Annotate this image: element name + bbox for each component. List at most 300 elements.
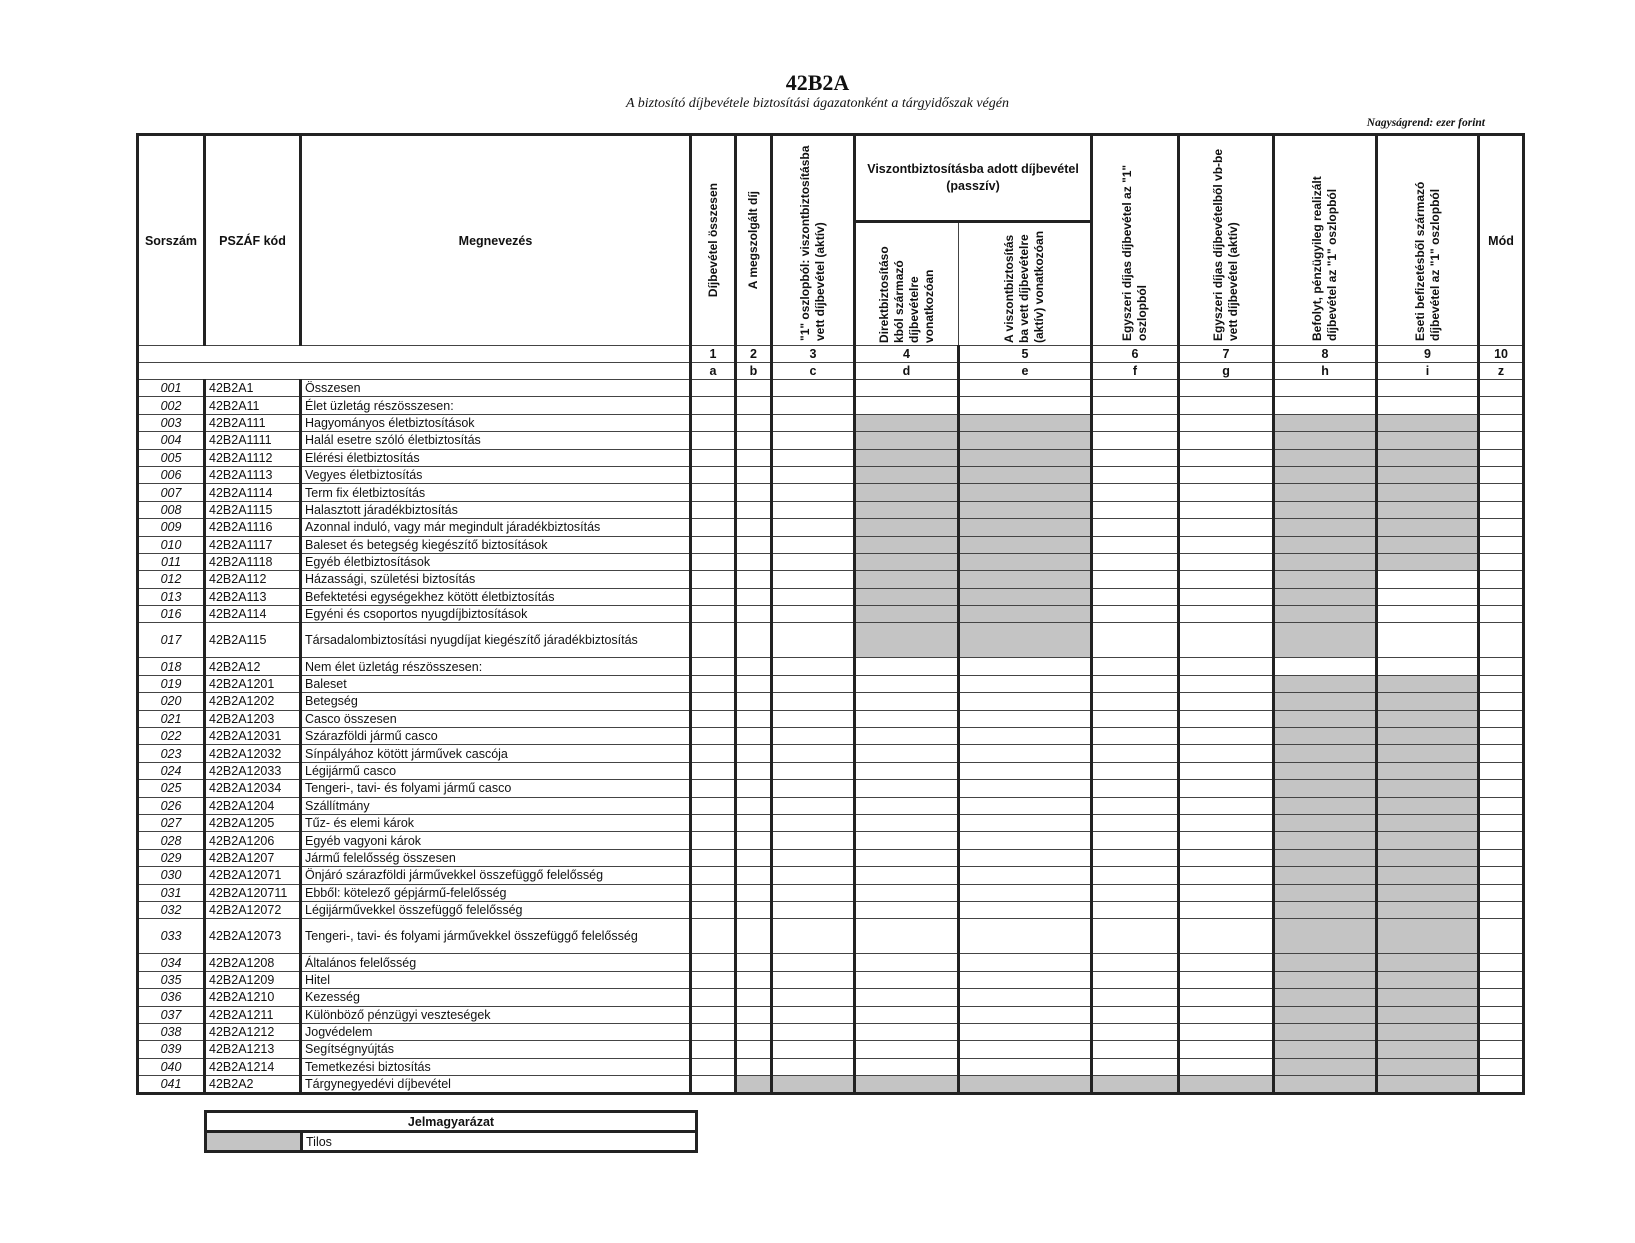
value-cell[interactable] (691, 849, 736, 866)
value-cell[interactable] (855, 745, 959, 762)
value-cell[interactable] (772, 989, 855, 1006)
value-cell[interactable] (1179, 606, 1274, 623)
value-cell[interactable] (959, 693, 1092, 710)
value-cell[interactable] (1479, 867, 1524, 884)
col-header-pszaf: PSZÁF kód (205, 135, 301, 346)
value-cell[interactable] (1179, 380, 1274, 397)
value-cell[interactable] (691, 571, 736, 588)
value-cell[interactable] (855, 832, 959, 849)
value-cell[interactable] (736, 414, 772, 431)
value-cell[interactable] (772, 814, 855, 831)
value-cell[interactable] (1479, 466, 1524, 483)
value-cell[interactable] (1479, 1076, 1524, 1094)
value-cell[interactable] (691, 484, 736, 501)
value-cell[interactable] (1479, 814, 1524, 831)
value-cell[interactable] (1179, 501, 1274, 518)
value-cell[interactable] (1479, 919, 1524, 954)
legend-title: Jelmagyarázat (206, 1112, 697, 1132)
value-cell[interactable] (1179, 867, 1274, 884)
value-cell[interactable] (1092, 1006, 1179, 1023)
value-cell[interactable] (691, 466, 736, 483)
value-cell[interactable] (736, 901, 772, 918)
value-cell[interactable] (1092, 519, 1179, 536)
value-cell[interactable] (736, 484, 772, 501)
value-cell[interactable] (772, 397, 855, 414)
value-cell[interactable] (1479, 606, 1524, 623)
value-cell[interactable] (1479, 449, 1524, 466)
value-cell[interactable] (736, 1006, 772, 1023)
value-cell[interactable] (1092, 432, 1179, 449)
value-cell[interactable] (736, 623, 772, 658)
value-cell[interactable] (1179, 693, 1274, 710)
value-cell[interactable] (855, 762, 959, 779)
value-cell[interactable] (772, 745, 855, 762)
value-cell[interactable] (736, 884, 772, 901)
value-cell[interactable] (1479, 571, 1524, 588)
value-cell[interactable] (855, 797, 959, 814)
value-cell[interactable] (1092, 745, 1179, 762)
value-cell[interactable] (855, 675, 959, 692)
value-cell[interactable] (1179, 675, 1274, 692)
value-cell[interactable] (1479, 658, 1524, 675)
value-cell[interactable] (1179, 1041, 1274, 1058)
value-cell[interactable] (959, 1006, 1092, 1023)
value-cell[interactable] (1179, 849, 1274, 866)
value-cell[interactable] (1092, 849, 1179, 866)
value-cell[interactable] (691, 780, 736, 797)
value-cell[interactable] (1179, 728, 1274, 745)
value-cell[interactable] (736, 1041, 772, 1058)
value-cell[interactable] (1179, 814, 1274, 831)
value-cell[interactable] (1479, 989, 1524, 1006)
value-cell[interactable] (1179, 797, 1274, 814)
value-cell[interactable] (691, 867, 736, 884)
value-cell[interactable] (855, 901, 959, 918)
value-cell[interactable] (736, 432, 772, 449)
value-cell[interactable] (1479, 954, 1524, 971)
value-cell[interactable] (959, 971, 1092, 988)
value-cell[interactable] (1479, 780, 1524, 797)
value-cell[interactable] (691, 814, 736, 831)
value-cell[interactable] (772, 414, 855, 431)
value-cell[interactable] (691, 536, 736, 553)
value-cell[interactable] (1179, 1058, 1274, 1075)
value-cell[interactable] (772, 675, 855, 692)
value-cell[interactable] (1179, 1006, 1274, 1023)
value-cell[interactable] (772, 954, 855, 971)
value-cell[interactable] (736, 849, 772, 866)
value-cell[interactable] (772, 710, 855, 727)
value-cell[interactable] (691, 919, 736, 954)
value-cell[interactable] (1092, 606, 1179, 623)
value-cell[interactable] (736, 797, 772, 814)
value-cell[interactable] (1479, 693, 1524, 710)
value-cell[interactable] (1092, 501, 1179, 518)
value-cell[interactable] (691, 710, 736, 727)
value-cell[interactable] (736, 989, 772, 1006)
value-cell[interactable] (1479, 519, 1524, 536)
value-cell[interactable] (1479, 553, 1524, 570)
value-cell[interactable] (959, 919, 1092, 954)
value-cell[interactable] (1479, 397, 1524, 414)
value-cell[interactable] (855, 884, 959, 901)
value-cell[interactable] (736, 954, 772, 971)
value-cell[interactable] (691, 1023, 736, 1040)
value-cell[interactable] (959, 867, 1092, 884)
value-cell[interactable] (736, 588, 772, 605)
value-cell[interactable] (736, 536, 772, 553)
value-cell[interactable] (1479, 797, 1524, 814)
value-cell[interactable] (1377, 588, 1479, 605)
value-cell[interactable] (855, 954, 959, 971)
value-cell[interactable] (772, 623, 855, 658)
value-cell[interactable] (691, 884, 736, 901)
value-cell[interactable] (736, 606, 772, 623)
value-cell[interactable] (1479, 414, 1524, 431)
value-cell[interactable] (736, 745, 772, 762)
value-cell[interactable] (736, 971, 772, 988)
value-cell[interactable] (855, 693, 959, 710)
value-cell[interactable] (1092, 553, 1179, 570)
value-cell[interactable] (691, 501, 736, 518)
value-cell[interactable] (691, 675, 736, 692)
value-cell[interactable] (772, 466, 855, 483)
value-cell[interactable] (1092, 397, 1179, 414)
value-cell[interactable] (772, 432, 855, 449)
value-cell[interactable] (736, 519, 772, 536)
value-cell[interactable] (1274, 380, 1377, 397)
value-cell[interactable] (959, 954, 1092, 971)
value-cell[interactable] (1179, 884, 1274, 901)
value-cell[interactable] (959, 658, 1092, 675)
value-cell[interactable] (1092, 884, 1179, 901)
value-cell[interactable] (1479, 1006, 1524, 1023)
value-cell[interactable] (691, 745, 736, 762)
value-cell[interactable] (959, 901, 1092, 918)
value-cell[interactable] (691, 623, 736, 658)
value-cell[interactable] (1092, 571, 1179, 588)
value-cell[interactable] (1092, 484, 1179, 501)
value-cell[interactable] (959, 380, 1092, 397)
value-cell[interactable] (1092, 623, 1179, 658)
value-cell[interactable] (1179, 989, 1274, 1006)
value-cell[interactable] (855, 780, 959, 797)
value-cell[interactable] (691, 432, 736, 449)
value-cell[interactable] (1479, 432, 1524, 449)
value-cell[interactable] (1479, 380, 1524, 397)
value-cell[interactable] (1092, 762, 1179, 779)
value-cell[interactable] (959, 745, 1092, 762)
value-cell[interactable] (1179, 954, 1274, 971)
value-cell[interactable] (1092, 658, 1179, 675)
value-cell[interactable] (772, 867, 855, 884)
value-cell[interactable] (1179, 484, 1274, 501)
value-cell[interactable] (1092, 675, 1179, 692)
value-cell[interactable] (1092, 780, 1179, 797)
value-cell[interactable] (855, 867, 959, 884)
value-cell[interactable] (691, 693, 736, 710)
value-cell[interactable] (1479, 832, 1524, 849)
value-cell[interactable] (1377, 658, 1479, 675)
value-cell[interactable] (736, 693, 772, 710)
value-cell[interactable] (736, 397, 772, 414)
value-cell[interactable] (1092, 466, 1179, 483)
value-cell[interactable] (772, 780, 855, 797)
value-cell[interactable] (772, 519, 855, 536)
value-cell[interactable] (772, 588, 855, 605)
value-cell[interactable] (959, 1023, 1092, 1040)
value-cell[interactable] (959, 1041, 1092, 1058)
value-cell[interactable] (1377, 397, 1479, 414)
value-cell[interactable] (736, 762, 772, 779)
value-cell[interactable] (736, 553, 772, 570)
value-cell[interactable] (691, 797, 736, 814)
value-cell[interactable] (691, 380, 736, 397)
value-cell[interactable] (1092, 797, 1179, 814)
value-cell[interactable] (772, 797, 855, 814)
value-cell[interactable] (736, 1023, 772, 1040)
value-cell[interactable] (1377, 623, 1479, 658)
value-cell[interactable] (691, 762, 736, 779)
value-cell[interactable] (1092, 971, 1179, 988)
value-cell[interactable] (772, 728, 855, 745)
forbidden-cell (1377, 501, 1479, 518)
value-cell[interactable] (1479, 1041, 1524, 1058)
value-cell[interactable] (1479, 588, 1524, 605)
value-cell[interactable] (1179, 710, 1274, 727)
value-cell[interactable] (691, 553, 736, 570)
value-cell[interactable] (1179, 623, 1274, 658)
value-cell[interactable] (691, 606, 736, 623)
value-cell[interactable] (736, 728, 772, 745)
value-cell[interactable] (691, 519, 736, 536)
value-cell[interactable] (1479, 728, 1524, 745)
value-cell[interactable] (772, 832, 855, 849)
value-cell[interactable] (772, 901, 855, 918)
value-cell[interactable] (736, 380, 772, 397)
value-cell[interactable] (1479, 1058, 1524, 1075)
value-cell[interactable] (691, 588, 736, 605)
value-cell[interactable] (1179, 971, 1274, 988)
value-cell[interactable] (736, 919, 772, 954)
value-cell[interactable] (772, 484, 855, 501)
value-cell[interactable] (1092, 1041, 1179, 1058)
value-cell[interactable] (772, 1041, 855, 1058)
value-cell[interactable] (959, 832, 1092, 849)
value-cell[interactable] (772, 658, 855, 675)
value-cell[interactable] (772, 380, 855, 397)
value-cell[interactable] (1479, 501, 1524, 518)
value-cell[interactable] (1179, 1023, 1274, 1040)
value-cell[interactable] (772, 553, 855, 570)
value-cell[interactable] (691, 1041, 736, 1058)
value-cell[interactable] (691, 658, 736, 675)
value-cell[interactable] (1479, 901, 1524, 918)
value-cell[interactable] (736, 814, 772, 831)
value-cell[interactable] (1377, 571, 1479, 588)
value-cell[interactable] (691, 971, 736, 988)
value-cell[interactable] (772, 693, 855, 710)
column-number-6: 6 (1092, 346, 1179, 363)
value-cell[interactable] (772, 1006, 855, 1023)
value-cell[interactable] (855, 728, 959, 745)
value-cell[interactable] (691, 954, 736, 971)
value-cell[interactable] (691, 901, 736, 918)
value-cell[interactable] (1092, 814, 1179, 831)
forbidden-cell (959, 623, 1092, 658)
value-cell[interactable] (1179, 536, 1274, 553)
row-name: Szállítmány (301, 797, 691, 814)
value-cell[interactable] (1092, 380, 1179, 397)
value-cell[interactable] (1092, 710, 1179, 727)
value-cell[interactable] (959, 397, 1092, 414)
value-cell[interactable] (1479, 849, 1524, 866)
value-cell[interactable] (691, 414, 736, 431)
value-cell[interactable] (772, 571, 855, 588)
value-cell[interactable] (1179, 919, 1274, 954)
value-cell[interactable] (959, 884, 1092, 901)
value-cell[interactable] (959, 762, 1092, 779)
value-cell[interactable] (1179, 449, 1274, 466)
value-cell[interactable] (736, 780, 772, 797)
value-cell[interactable] (772, 501, 855, 518)
value-cell[interactable] (736, 501, 772, 518)
value-cell[interactable] (1179, 762, 1274, 779)
value-cell[interactable] (855, 380, 959, 397)
value-cell[interactable] (736, 832, 772, 849)
value-cell[interactable] (736, 449, 772, 466)
value-cell[interactable] (1479, 1023, 1524, 1040)
value-cell[interactable] (855, 1058, 959, 1075)
value-cell[interactable] (1092, 919, 1179, 954)
value-cell[interactable] (1377, 606, 1479, 623)
value-cell[interactable] (855, 1023, 959, 1040)
value-cell[interactable] (1274, 658, 1377, 675)
value-cell[interactable] (736, 571, 772, 588)
value-cell[interactable] (772, 849, 855, 866)
value-cell[interactable] (691, 449, 736, 466)
value-cell[interactable] (855, 849, 959, 866)
value-cell[interactable] (1092, 832, 1179, 849)
table-row (138, 675, 1524, 692)
value-cell[interactable] (691, 1006, 736, 1023)
value-cell[interactable] (691, 397, 736, 414)
value-cell[interactable] (1479, 762, 1524, 779)
value-cell[interactable] (772, 536, 855, 553)
value-cell[interactable] (1479, 675, 1524, 692)
value-cell[interactable] (1479, 884, 1524, 901)
value-cell[interactable] (855, 971, 959, 988)
value-cell[interactable] (1179, 745, 1274, 762)
value-cell[interactable] (1179, 571, 1274, 588)
value-cell[interactable] (1179, 414, 1274, 431)
value-cell[interactable] (772, 1058, 855, 1075)
value-cell[interactable] (736, 710, 772, 727)
value-cell[interactable] (855, 814, 959, 831)
value-cell[interactable] (855, 658, 959, 675)
value-cell[interactable] (1479, 536, 1524, 553)
value-cell[interactable] (959, 728, 1092, 745)
value-cell[interactable] (736, 466, 772, 483)
value-cell[interactable] (855, 919, 959, 954)
value-cell[interactable] (772, 762, 855, 779)
value-cell[interactable] (855, 1006, 959, 1023)
value-cell[interactable] (1479, 971, 1524, 988)
value-cell[interactable] (1179, 832, 1274, 849)
value-cell[interactable] (1479, 745, 1524, 762)
value-cell[interactable] (855, 397, 959, 414)
value-cell[interactable] (772, 1023, 855, 1040)
value-cell[interactable] (959, 710, 1092, 727)
value-cell[interactable] (1479, 623, 1524, 658)
value-cell[interactable] (1092, 901, 1179, 918)
row-sorszam: 038 (138, 1023, 205, 1040)
value-cell[interactable] (959, 1058, 1092, 1075)
value-cell[interactable] (736, 658, 772, 675)
value-cell[interactable] (1274, 397, 1377, 414)
value-cell[interactable] (855, 1041, 959, 1058)
value-cell[interactable] (772, 884, 855, 901)
value-cell[interactable] (1092, 728, 1179, 745)
value-cell[interactable] (959, 814, 1092, 831)
value-cell[interactable] (1092, 1023, 1179, 1040)
value-cell[interactable] (1179, 780, 1274, 797)
value-cell[interactable] (1179, 553, 1274, 570)
value-cell[interactable] (959, 989, 1092, 1006)
value-cell[interactable] (1092, 989, 1179, 1006)
value-cell[interactable] (1179, 432, 1274, 449)
value-cell[interactable] (1092, 693, 1179, 710)
value-cell[interactable] (1092, 867, 1179, 884)
value-cell[interactable] (959, 797, 1092, 814)
value-cell[interactable] (736, 867, 772, 884)
value-cell[interactable] (1179, 519, 1274, 536)
value-cell[interactable] (691, 832, 736, 849)
value-cell[interactable] (772, 919, 855, 954)
value-cell[interactable] (1092, 449, 1179, 466)
value-cell[interactable] (855, 710, 959, 727)
value-cell[interactable] (691, 728, 736, 745)
value-cell[interactable] (1179, 466, 1274, 483)
value-cell[interactable] (1179, 658, 1274, 675)
value-cell[interactable] (1179, 901, 1274, 918)
forbidden-cell (1274, 693, 1377, 710)
value-cell[interactable] (736, 675, 772, 692)
value-cell[interactable] (1479, 710, 1524, 727)
value-cell[interactable] (959, 675, 1092, 692)
value-cell[interactable] (1377, 380, 1479, 397)
value-cell[interactable] (1179, 397, 1274, 414)
value-cell[interactable] (691, 1058, 736, 1075)
value-cell[interactable] (1092, 588, 1179, 605)
value-cell[interactable] (855, 989, 959, 1006)
value-cell[interactable] (959, 849, 1092, 866)
value-cell[interactable] (772, 971, 855, 988)
value-cell[interactable] (959, 780, 1092, 797)
value-cell[interactable] (1092, 536, 1179, 553)
value-cell[interactable] (736, 1058, 772, 1075)
row-sorszam: 013 (138, 588, 205, 605)
value-cell[interactable] (772, 449, 855, 466)
value-cell[interactable] (691, 1076, 736, 1094)
value-cell[interactable] (772, 606, 855, 623)
value-cell[interactable] (1092, 954, 1179, 971)
value-cell[interactable] (691, 989, 736, 1006)
value-cell[interactable] (1092, 414, 1179, 431)
value-cell[interactable] (1479, 484, 1524, 501)
value-cell[interactable] (1179, 588, 1274, 605)
value-cell[interactable] (1092, 1058, 1179, 1075)
